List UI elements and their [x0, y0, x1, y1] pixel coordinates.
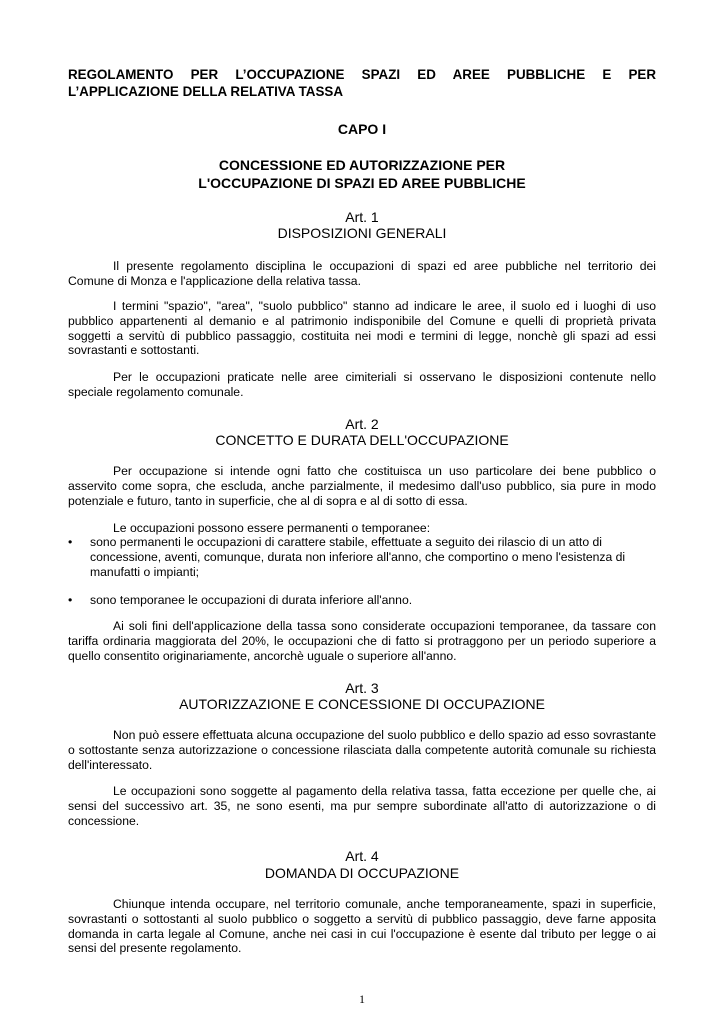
article-2-bullet-2	[68, 593, 656, 608]
article-3-title: AUTORIZZAZIONE E CONCESSIONE DI OCCUPAZIONE	[179, 696, 545, 712]
page-number: 1	[359, 992, 365, 1006]
article-4-number: Art. 4	[345, 848, 379, 864]
article-4-paragraph-1: Chiunque intenda occupare, nel territorio comunale, anche temporaneamente, spazi in superficie, sovrastanti o sottostanti al suolo pubblico o soggetto a servitù di pubblico passaggio, deve farne apposita domanda in carta legale al Comune, anche nei casi in cui l'occupazione è esente dal tributo per legge o ai sensi del presente regolamento.	[68, 897, 656, 956]
article-4-title: DOMANDA DI OCCUPAZIONE	[264, 865, 460, 881]
article-2-title: CONCETTO E DURATA DELL'OCCUPAZIONE	[215, 432, 509, 448]
article-1-paragraph-3: Per le occupazioni praticate nelle aree cimiteriali si osservano le disposizioni contenute nello speciale regolamento comunale.	[68, 370, 656, 399]
article-2-paragraph-2: Le occupazioni possono essere permanenti o temporanee:	[113, 521, 431, 535]
bullet-icon: •	[68, 535, 73, 549]
article-2-number: Art. 2	[345, 416, 379, 432]
article-2-paragraph-3: Ai soli fini dell'applicazione della tassa sono considerate occupazioni temporanee, da tassare con tariffa ordinaria maggiorata del 20%, le occupazioni che di fatto si protraggono per un periodo superiore a quello consentito originariamente, ancorchè uguale o superiore all'anno.	[68, 619, 656, 663]
article-3-paragraph-1: Non può essere effettuata alcuna occupazione del suolo pubblico e dello spazio ad esso sovrastante o sottostante senza autorizzazione o concessione rilasciata dalla competente autorità comunale su richiesta dell'interessato.	[68, 728, 656, 772]
article-3-paragraph-2: Le occupazioni sono soggette al pagamento della relativa tassa, fatta eccezione per quelle che, ai sensi del successivo art. 35, ne sono esenti, ma pur sempre subordinate all'atto di autorizzazione o di concessione.	[68, 784, 656, 828]
article-1-paragraph-1: Il presente regolamento disciplina le occupazioni di spazi ed aree pubbliche nel territorio dei Comune di Monza e l'applicazione della relativa tassa.	[68, 259, 656, 288]
article-2-bullet-1-text: sono permanenti le occupazioni di carattere stabile, effettuate a seguito dei rilascio di un atto di concessione, aventi, comunque, durata non inferiore all'anno, che comportino o meno l'esistenza di manufatti o impianti;	[90, 535, 626, 579]
article-2-bullet-1	[68, 535, 656, 579]
article-2-paragraph-1: Per occupazione si intende ogni fatto che costituisca un uso particolare dei bene pubblico o asservito come sopra, che escluda, anche parzialmente, il medesimo dall'uso pubblico, sia pure in modo potenziale e futuro, tanto in superficie, che al di sopra e al di sotto di essa.	[68, 464, 656, 508]
capo-heading: CAPO I	[337, 121, 387, 137]
article-2-bullet-2-text: sono temporanee le occupazioni di durata inferiore all'anno.	[90, 593, 413, 607]
bullet-icon: •	[68, 593, 73, 607]
article-1-paragraph-2: I termini "spazio", "area", "suolo pubblico" stanno ad indicare le aree, il suolo ed i luoghi di uso pubblico appartenenti al demanio e al patrimonio indisponibile del Comune e quelli di proprietà privata soggetti a servitù di pubblico passaggio, costituita nei modi e termini di legge, nonchè gli spazi ad essi sovrastanti e sottostanti.	[68, 299, 656, 358]
section-heading-line2: L'OCCUPAZIONE DI SPAZI ED AREE PUBBLICHE	[198, 175, 526, 191]
document-title: REGOLAMENTO PER L’OCCUPAZIONE SPAZI ED AREE PUBBLICHE E PER L’APPLICAZIONE DELLA RELATIVA TASSA	[68, 67, 656, 99]
article-3-number: Art. 3	[345, 680, 379, 696]
section-heading-line1: CONCESSIONE ED AUTORIZZAZIONE PER	[218, 157, 506, 173]
article-1-title: DISPOSIZIONI GENERALI	[277, 225, 447, 241]
article-1-number: Art. 1	[345, 209, 379, 225]
